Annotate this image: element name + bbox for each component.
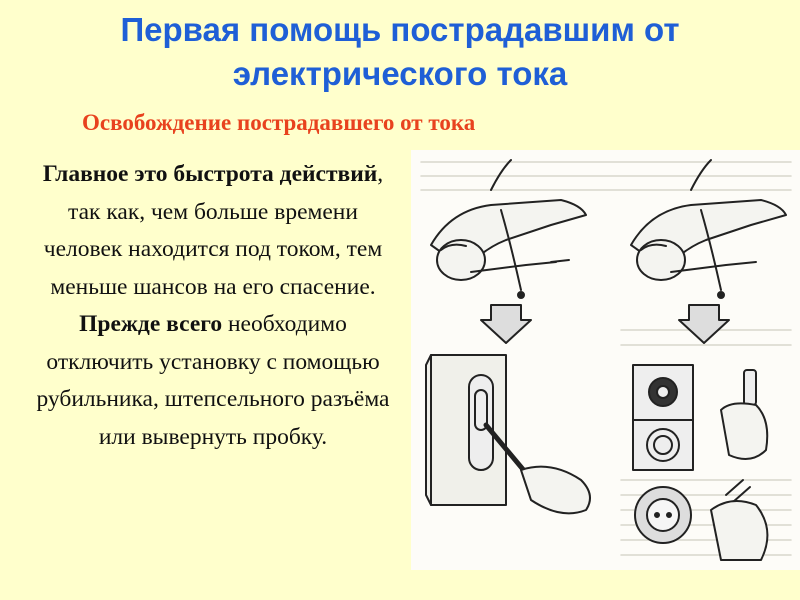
paragraph1-bold: Главное это быстрота действий [42, 161, 378, 187]
paragraph2-text: необходимо отключить установку с помощью рубильника, штепсельного разъёма или вывернуть пробку. [36, 311, 390, 450]
hand-with-fuse [721, 370, 767, 459]
victim-figure-right [631, 160, 786, 298]
arrow-down-left [481, 305, 531, 343]
victim-figure-left [431, 160, 586, 298]
paragraph1-text: , так как, чем больше времени человек находится под током, тем меньше шансов на его спасение. [43, 161, 384, 300]
slide-subtitle: Освобождение пострадавшего от тока [82, 110, 476, 135]
arrow-down-right [679, 305, 729, 343]
socket-top [633, 365, 693, 420]
socket-middle [633, 420, 693, 470]
main-text [32, 156, 394, 456]
first-aid-illustration [411, 150, 800, 570]
paragraph2-bold: Прежде всего [79, 311, 223, 337]
title-line-2: электрического тока [232, 55, 568, 92]
slide-title [0, 8, 800, 96]
title-line-1: Первая помощь пострадавшим от [120, 11, 680, 48]
socket-bottom [635, 487, 691, 543]
switch-panel [426, 355, 590, 513]
hand-with-plug [711, 480, 767, 560]
